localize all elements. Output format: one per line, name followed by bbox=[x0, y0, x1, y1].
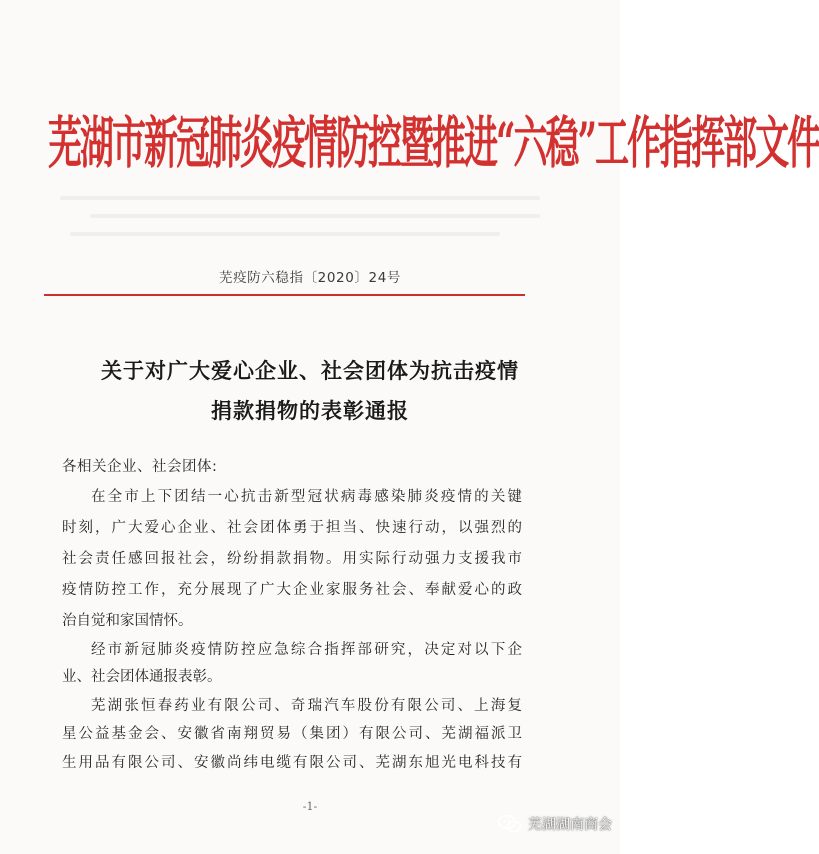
body-line: 业、社会团体通报表彰。 bbox=[62, 669, 222, 685]
body-line: 芜湖张恒春药业有限公司、奇瑞汽车股份有限公司、上海复 bbox=[91, 698, 522, 714]
watermark-text: 芜湖湖南商会 bbox=[528, 817, 612, 833]
salutation: 各相关企业、社会团体: bbox=[62, 459, 218, 475]
body-line: 疫情防控工作，充分展现了广大企业家服务社会、奉献爱心的政 bbox=[62, 582, 522, 598]
body-line: 治自觉和家国情怀。 bbox=[62, 613, 193, 629]
scan-bleed-mark bbox=[60, 196, 540, 200]
body-line: 经市新冠肺炎疫情防控应急综合指挥部研究，决定对以下企 bbox=[91, 642, 522, 658]
body-line: 星公益基金会、安徽省南翔贸易（集团）有限公司、芜湖福派卫 bbox=[62, 726, 522, 742]
wechat-icon bbox=[498, 814, 522, 834]
document-number: 芜疫防六稳指〔2020〕24号 bbox=[218, 270, 402, 286]
scan-bleed-mark bbox=[70, 232, 500, 236]
account-watermark bbox=[498, 814, 612, 834]
page-number: -1- bbox=[302, 800, 318, 813]
scan-bleed-mark bbox=[90, 214, 540, 218]
document-header-title: 芜湖市新冠肺炎疫情防控暨推进“六稳”工作指挥部文件 bbox=[48, 111, 819, 178]
red-divider-line bbox=[44, 294, 525, 296]
body-line: 生用品有限公司、安徽尚纬电缆有限公司、芜湖东旭光电科技有 bbox=[62, 755, 522, 771]
notice-title-line-1: 关于对广大爱心企业、社会团体为抗击疫情 bbox=[101, 358, 519, 383]
notice-title-line-2: 捐款捐物的表彰通报 bbox=[211, 398, 409, 423]
body-line: 时刻，广大爱心企业、社会团体勇于担当、快速行动，以强烈的 bbox=[62, 520, 522, 536]
body-line: 社会责任感回报社会，纷纷捐款捐物。用实际行动强力支援我市 bbox=[62, 551, 522, 567]
body-line: 在全市上下团结一心抗击新型冠状病毒感染肺炎疫情的关键 bbox=[91, 489, 522, 505]
